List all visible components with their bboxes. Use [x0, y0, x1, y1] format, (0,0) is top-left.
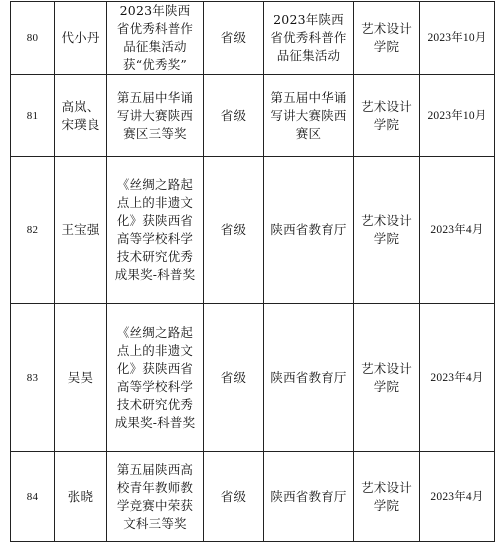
recipient-name: 高岚、宋璞良 — [55, 75, 107, 157]
award-level: 省级 — [204, 304, 264, 452]
recipient-name: 吴昊 — [55, 304, 107, 452]
department: 艺术设计学院 — [354, 2, 420, 75]
issuing-body: 第五届中华诵写讲大赛陕西赛区 — [264, 75, 354, 157]
row-number: 82 — [11, 157, 55, 304]
issuing-body: 陕西省教育厅 — [264, 157, 354, 304]
department: 艺术设计学院 — [354, 157, 420, 304]
recipient-name: 代小丹 — [55, 2, 107, 75]
table-row — [11, 452, 495, 542]
table-row — [11, 157, 495, 304]
row-number: 83 — [11, 304, 55, 452]
department: 艺术设计学院 — [354, 452, 420, 542]
award-title: 《丝绸之路起点上的非遗文化》获陕西省高等学校科学技术研究优秀成果奖-科普奖 — [107, 304, 204, 452]
issuing-body: 2023年陕西省优秀科普作品征集活动 — [264, 2, 354, 75]
award-level: 省级 — [204, 157, 264, 304]
issuing-body: 陕西省教育厅 — [264, 452, 354, 542]
award-date: 2023年4月 — [420, 452, 495, 542]
issuing-body: 陕西省教育厅 — [264, 304, 354, 452]
recipient-name: 张晓 — [55, 452, 107, 542]
awards-table — [10, 1, 495, 542]
row-number: 80 — [11, 2, 55, 75]
award-title: 《丝绸之路起点上的非遗文化》获陕西省高等学校科学技术研究优秀成果奖-科普奖 — [107, 157, 204, 304]
department: 艺术设计学院 — [354, 75, 420, 157]
award-date: 2023年10月 — [420, 2, 495, 75]
award-level: 省级 — [204, 75, 264, 157]
award-date: 2023年4月 — [420, 157, 495, 304]
recipient-name: 王宝强 — [55, 157, 107, 304]
award-title: 第五届中华诵写讲大赛陕西赛区三等奖 — [107, 75, 204, 157]
award-date: 2023年10月 — [420, 75, 495, 157]
award-level: 省级 — [204, 2, 264, 75]
row-number: 84 — [11, 452, 55, 542]
table-row — [11, 2, 495, 75]
table-row — [11, 304, 495, 452]
award-title: 第五届陕西高校青年教师教学竞赛中荣获文科三等奖 — [107, 452, 204, 542]
award-date: 2023年4月 — [420, 304, 495, 452]
row-number: 81 — [11, 75, 55, 157]
award-title: 2023年陕西省优秀科普作品征集活动获“优秀奖” — [107, 2, 204, 75]
award-level: 省级 — [204, 452, 264, 542]
department: 艺术设计学院 — [354, 304, 420, 452]
table-row — [11, 75, 495, 157]
